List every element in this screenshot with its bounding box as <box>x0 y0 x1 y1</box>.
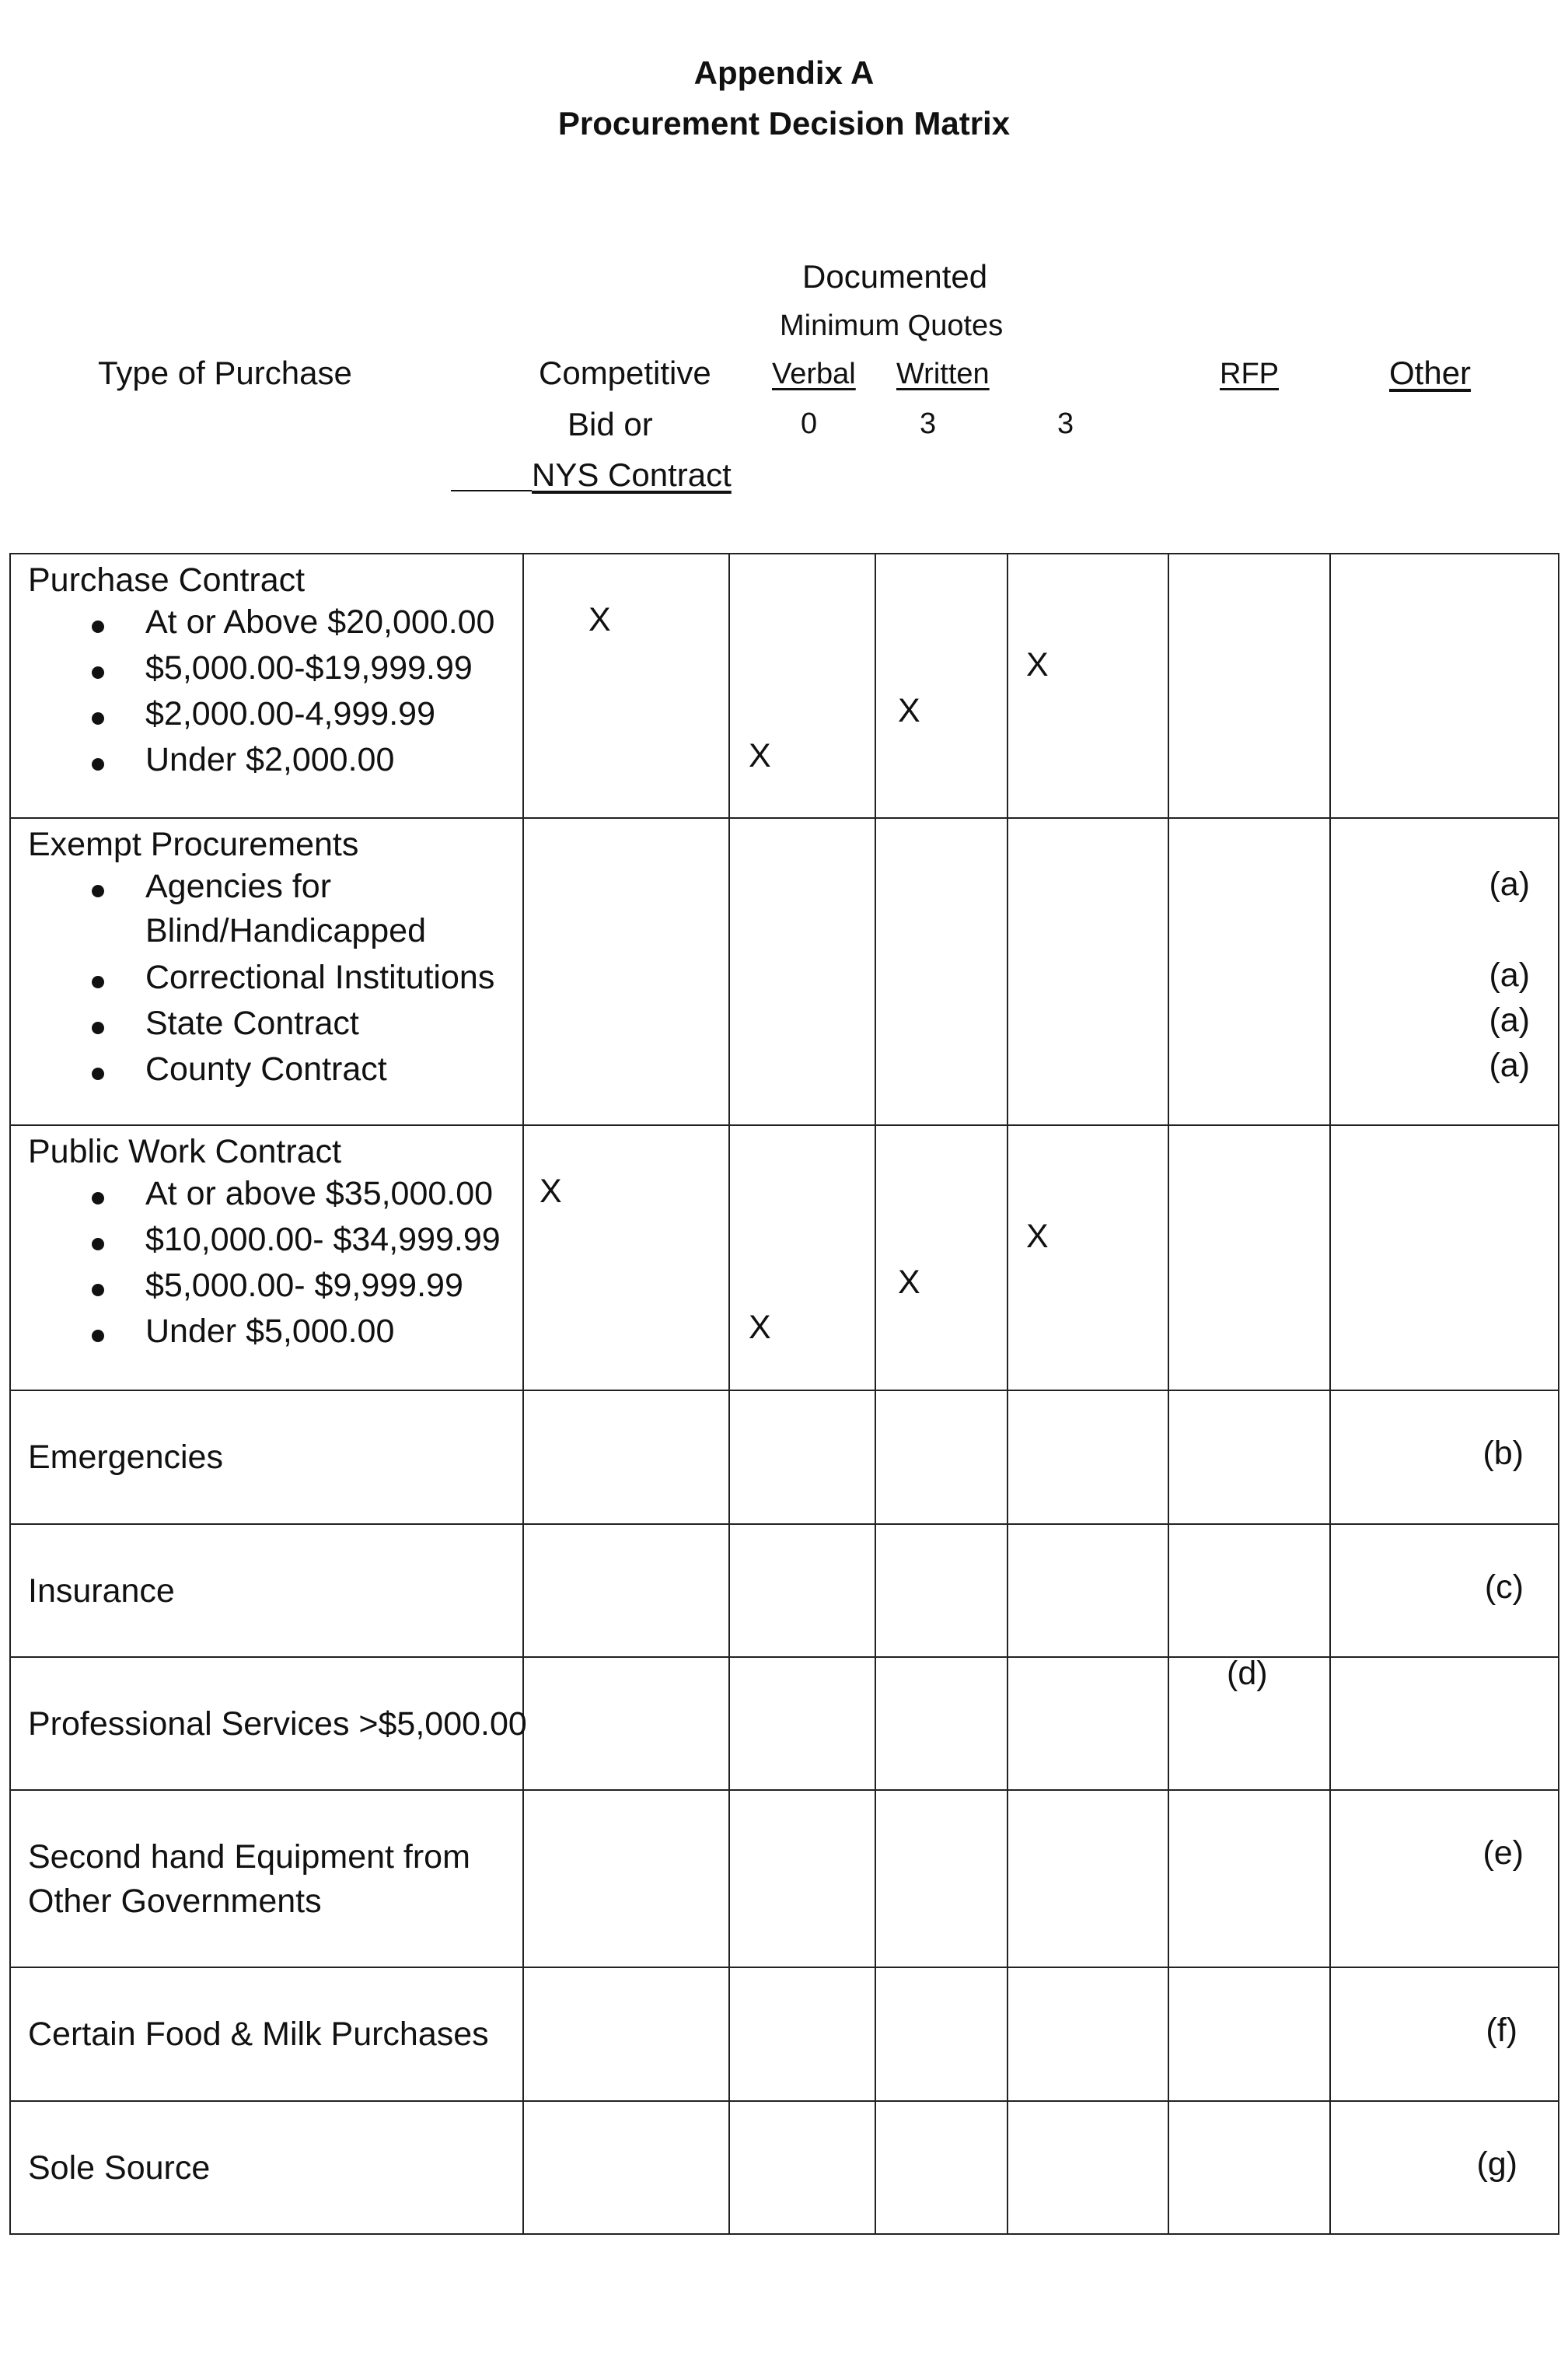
bullet-icon <box>92 1068 104 1080</box>
page-subtitle: Procurement Decision Matrix <box>557 105 1011 142</box>
bullet-icon <box>92 712 104 725</box>
row-title: Second hand Equipment from <box>28 1838 470 1876</box>
header-nys-contract: NYS Contract <box>532 456 732 493</box>
bullet-icon <box>92 666 104 679</box>
bullet-icon <box>92 885 104 897</box>
row-title: Emergencies <box>28 1439 223 1476</box>
bullet-icon <box>92 976 104 988</box>
list-item: Under $5,000.00 <box>145 1313 395 1350</box>
row-sole-source <box>10 2101 1559 2234</box>
row-title: Public Work Contract <box>28 1133 342 1170</box>
header-written-count: 3 <box>920 407 937 440</box>
row-purchase-contract <box>10 554 1559 818</box>
list-item: At or above $35,000.00 <box>145 1175 494 1212</box>
check-mark: X <box>749 1309 771 1346</box>
header-written: Written <box>896 358 990 390</box>
check-mark: X <box>540 1173 562 1210</box>
header-rfp: RFP <box>1220 358 1279 390</box>
footnote-ref: (f) <box>1486 2012 1517 2049</box>
header-documented: Documented <box>802 258 988 295</box>
row-title: Insurance <box>28 1572 175 1610</box>
check-mark: X <box>749 737 771 774</box>
footnote-ref: (d) <box>1227 1655 1268 1692</box>
row-title: Exempt Procurements <box>28 826 359 863</box>
procurement-matrix <box>9 553 1559 2235</box>
bullet-icon <box>92 1330 104 1342</box>
check-mark: X <box>898 692 920 729</box>
bullet-icon <box>92 758 104 771</box>
row-insurance <box>10 1524 1559 1657</box>
check-mark: X <box>1026 646 1049 684</box>
footnote-ref: (a) <box>1489 956 1530 994</box>
header-bid-or: Bid or <box>567 406 653 442</box>
bullet-icon <box>92 1022 104 1034</box>
check-mark: X <box>898 1264 920 1301</box>
list-item: Correctional Institutions <box>145 959 495 996</box>
row-title: Professional Services >$5,000.00 <box>28 1705 527 1743</box>
footnote-ref: (c) <box>1484 1568 1524 1606</box>
check-mark: X <box>588 601 611 638</box>
row-title: Sole Source <box>28 2149 211 2187</box>
nys-contract-underline-lead <box>451 490 532 491</box>
header-competitive: Competitive <box>539 355 711 391</box>
footnote-ref: (a) <box>1489 1002 1530 1039</box>
list-item: County Contract <box>145 1051 387 1088</box>
list-item: $10,000.00- $34,999.99 <box>145 1221 501 1258</box>
header-minimum-quotes: Minimum Quotes <box>780 309 1004 342</box>
footnote-ref: (g) <box>1476 2145 1517 2183</box>
header-verbal: Verbal <box>772 358 856 390</box>
list-item: Under $2,000.00 <box>145 741 395 778</box>
row-public-work-contract <box>10 1125 1559 1390</box>
list-item: $5,000.00- $9,999.99 <box>145 1267 463 1304</box>
row-emergencies <box>10 1390 1559 1524</box>
row-title: Purchase Contract <box>28 561 306 599</box>
bullet-icon <box>92 1192 104 1204</box>
list-item: Blind/Handicapped <box>145 912 426 949</box>
list-item: At or Above $20,000.00 <box>145 603 495 641</box>
header-third-count: 3 <box>1057 407 1074 440</box>
header-type-of-purchase: Type of Purchase <box>98 355 352 391</box>
footnote-ref: (a) <box>1489 1047 1530 1084</box>
row-title-continued: Other Governments <box>28 1883 322 1920</box>
row-exempt-procurements <box>10 818 1559 1125</box>
row-food-milk-purchases <box>10 1967 1559 2101</box>
list-item: State Contract <box>145 1005 359 1042</box>
footnote-ref: (a) <box>1489 865 1530 903</box>
row-second-hand-equipment <box>10 1790 1559 1967</box>
page-title: Appendix A <box>693 54 875 91</box>
list-item: $2,000.00-4,999.99 <box>145 695 435 732</box>
bullet-icon <box>92 1238 104 1250</box>
check-mark: X <box>1026 1218 1049 1255</box>
row-title: Certain Food & Milk Purchases <box>28 2016 489 2053</box>
header-other: Other <box>1389 355 1472 391</box>
footnote-ref: (e) <box>1482 1834 1524 1872</box>
row-professional-services <box>10 1657 1559 1790</box>
bullet-icon <box>92 1284 104 1296</box>
list-item: $5,000.00-$19,999.99 <box>145 649 473 687</box>
list-item: Agencies for <box>145 868 332 905</box>
header-verbal-count: 0 <box>801 407 818 440</box>
bullet-icon <box>92 621 104 633</box>
footnote-ref: (b) <box>1482 1435 1524 1472</box>
